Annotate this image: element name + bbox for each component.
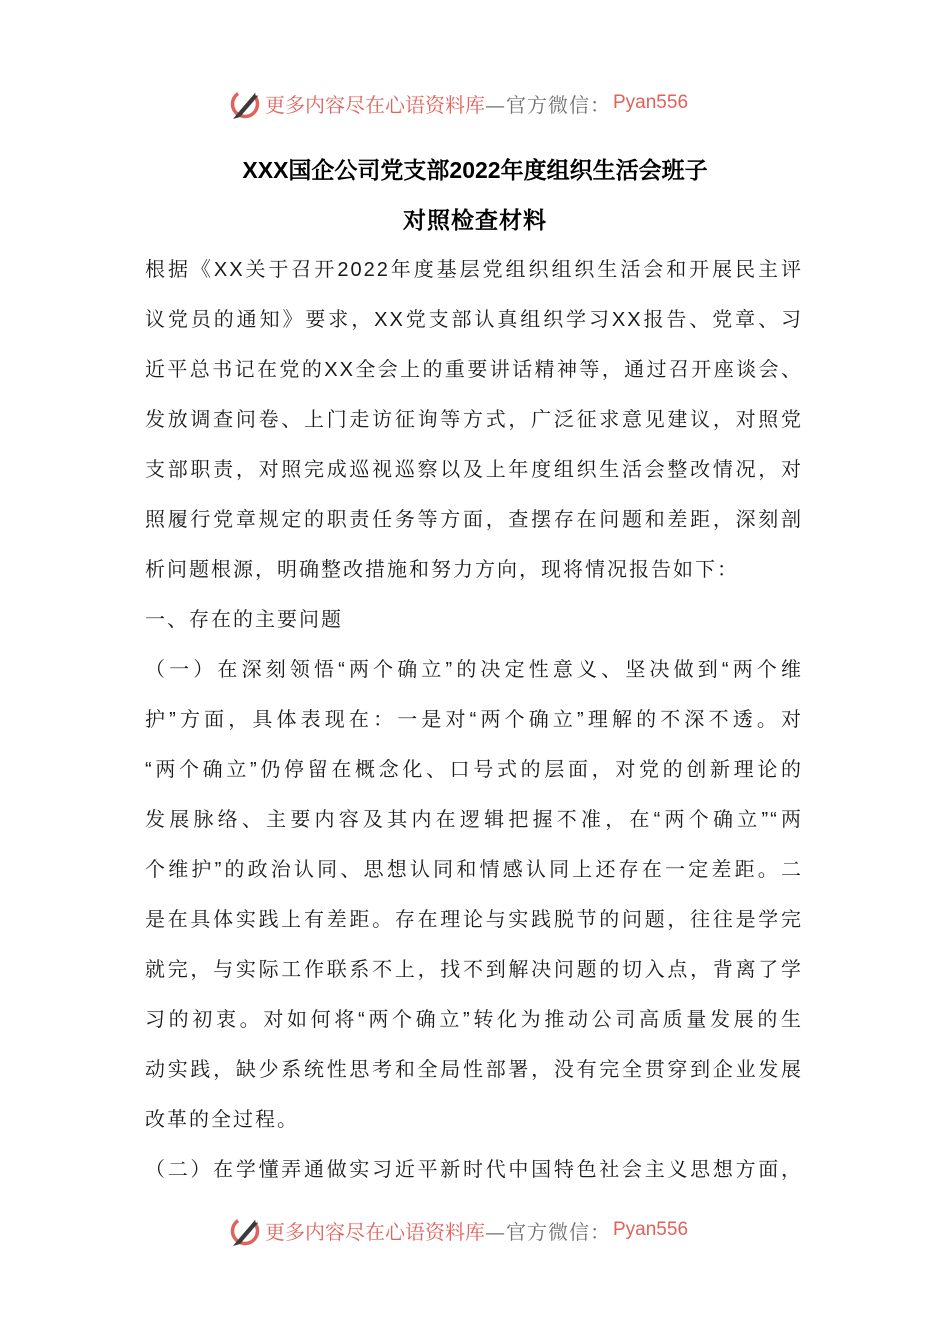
body-line: 发展脉络、主要内容及其内在逻辑把握不准，在“两个确立”“两 — [145, 809, 803, 831]
footer-watermark — [228, 1213, 688, 1247]
document-title-line-1: XXX国企公司党支部2022年度组织生活会班子 — [242, 157, 708, 183]
watermark-wechat-label: —官方微信： — [485, 92, 611, 117]
body-line: 近平总书记在党的XX全会上的重要讲话精神等，通过召开座谈会、 — [145, 359, 803, 381]
body-line: 根据《XX关于召开2022年度基层党组织组织生活会和开展民主评 — [145, 259, 803, 281]
watermark-wechat-id: Pyan556 — [613, 92, 689, 113]
watermark-wechat-label: —官方微信： — [485, 1219, 611, 1244]
watermark-brand-text: 更多内容尽在心语资料库 — [265, 92, 485, 117]
body-line: 习的初衷。对如何将“两个确立”转化为推动公司高质量发展的生 — [145, 1009, 803, 1031]
header-watermark — [228, 86, 688, 120]
watermark-brand-text: 更多内容尽在心语资料库 — [265, 1219, 485, 1244]
body-line: 是在具体实践上有差距。存在理论与实践脱节的问题，往往是学完 — [145, 909, 803, 931]
body-line: （一）在深刻领悟“两个确立”的决定性意义、坚决做到“两个维 — [145, 659, 803, 681]
body-line: 照履行党章规定的职责任务等方面，查摆存在问题和差距，深刻剖 — [145, 509, 803, 531]
pen-circle-logo-icon — [228, 1213, 262, 1247]
body-line: 议党员的通知》要求，XX党支部认真组织学习XX报告、党章、习 — [145, 309, 803, 331]
body-line: 析问题根源，明确整改措施和努力方向，现将情况报告如下： — [145, 559, 739, 581]
body-line: 个维护”的政治认同、思想认同和情感认同上还存在一定差距。二 — [145, 859, 803, 881]
pen-circle-logo-icon — [228, 86, 262, 120]
body-line: 改革的全过程。 — [145, 1109, 299, 1131]
document-body — [145, 245, 803, 1195]
body-line: （二）在学懂弄通做实习近平新时代中国特色社会主义思想方面， — [145, 1159, 803, 1181]
body-line: “两个确立”仍停留在概念化、口号式的层面，对党的创新理论的 — [145, 759, 803, 781]
body-line: 护”方面，具体表现在：一是对“两个确立”理解的不深不透。对 — [145, 709, 803, 731]
document-title-line-2: 对照检查材料 — [403, 207, 547, 233]
body-line: 就完，与实际工作联系不上，找不到解决问题的切入点，背离了学 — [145, 959, 803, 981]
section-heading: 一、存在的主要问题 — [145, 609, 343, 631]
body-line: 支部职责，对照完成巡视巡察以及上年度组织生活会整改情况，对 — [145, 459, 803, 481]
watermark-wechat-id: Pyan556 — [613, 1219, 689, 1240]
body-line: 动实践，缺少系统性思考和全局性部署，没有完全贯穿到企业发展 — [145, 1059, 803, 1081]
body-line: 发放调查问卷、上门走访征询等方式，广泛征求意见建议，对照党 — [145, 409, 803, 431]
